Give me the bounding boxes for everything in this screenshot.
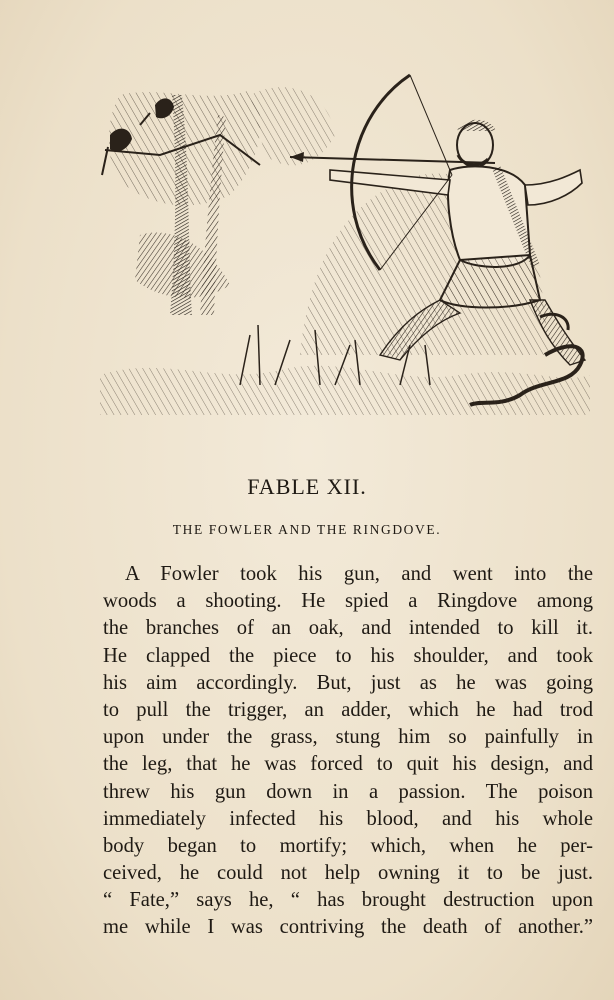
text-line: woods a shooting. He spied a Ringdove among xyxy=(103,590,593,613)
fable-title: THE FOWLER AND THE RINGDOVE. xyxy=(172,522,442,537)
fable-number-heading: FABLE XII. xyxy=(247,474,367,499)
text-line: ceived, he could not help owning it to be just. xyxy=(103,862,593,885)
tree-cluster xyxy=(105,87,335,315)
text-line: me while I was contriving the death of another.” xyxy=(103,916,593,939)
text-line: He clapped the piece to his shoulder, and took xyxy=(103,644,593,667)
engraving-image xyxy=(100,55,590,415)
text-line: “ Fate,” says he, “ has brought destruction upon xyxy=(103,889,593,912)
text-line: threw his gun down in a passion. The poison xyxy=(103,780,593,803)
fowler-archer-illustration xyxy=(100,55,590,415)
text-line: upon under the grass, stung him so painfully in xyxy=(103,726,593,749)
text-line: A Fowler took his gun, and went into the xyxy=(125,563,593,585)
text-line: immediately infected his blood, and his whole xyxy=(103,807,593,830)
text-line: to pull the trigger, an adder, which he had trod xyxy=(103,698,593,721)
fable-body-text xyxy=(103,561,593,942)
text-line: his aim accordingly. But, just as he was going xyxy=(103,671,593,694)
text-line: the leg, that he was forced to quit his design, and xyxy=(103,753,593,776)
text-line: the branches of an oak, and intended to kill it. xyxy=(103,617,593,640)
text-line: body began to mortify; which, when he per- xyxy=(103,834,593,857)
